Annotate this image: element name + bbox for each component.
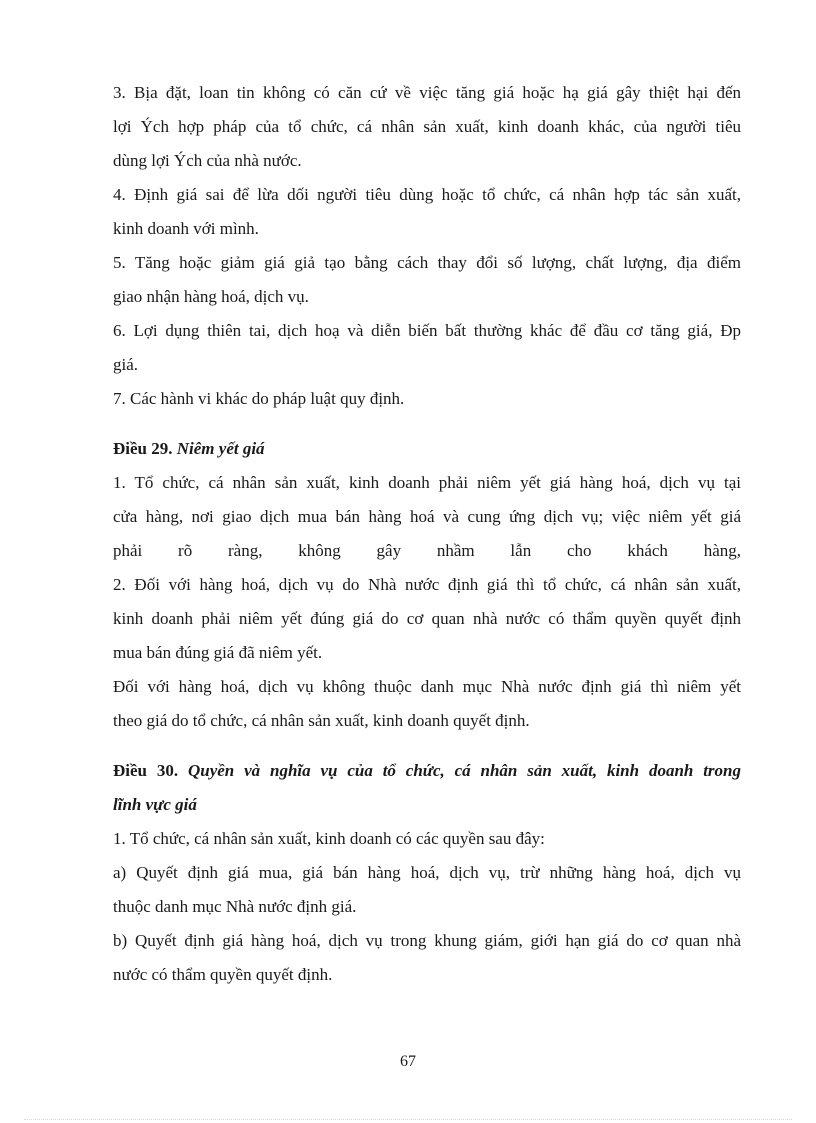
paragraph [113, 856, 741, 924]
page-edge-divider [24, 1119, 792, 1120]
text-line: lợi Ých hợp pháp của tổ chức, cá nhân sản xuất, kinh doanh khác, của người tiêu [113, 117, 741, 136]
list-item [113, 76, 741, 178]
text-line: mua bán đúng giá đã niêm yết. [113, 643, 323, 662]
text-line: 2. Đối với hàng hoá, dịch vụ do Nhà nước định giá thì tổ chức, cá nhân sản xuất, [113, 575, 741, 594]
text-line: giao nhận hàng hoá, dịch vụ. [113, 287, 309, 306]
text-line: giá. [113, 355, 139, 374]
text-line: 1. Tổ chức, cá nhân sản xuất, kinh doanh phải niêm yết giá hàng hoá, dịch vụ tại [113, 473, 741, 492]
section-gap [113, 738, 741, 754]
list-item [113, 314, 741, 382]
list-item [113, 246, 741, 314]
text-line: b) Quyết định giá hàng hoá, dịch vụ trong khung giám, giới hạn giá do cơ quan nhà [113, 931, 741, 950]
text-line: 7. Các hành vi khác do pháp luật quy định. [113, 389, 405, 408]
text-line: 5. Tăng hoặc giảm giá giả tạo bằng cách thay đổi số lượng, chất lượng, địa điểm [113, 253, 741, 272]
article-30 [113, 754, 741, 992]
text-line: thuộc danh mục Nhà nước định giá. [113, 897, 357, 916]
article-heading [113, 754, 741, 788]
text-line: nước có thẩm quyền quyết định. [113, 965, 333, 984]
article-29 [113, 432, 741, 738]
text-line: 1. Tổ chức, cá nhân sản xuất, kinh doanh có các quyền sau đây: [113, 829, 545, 848]
paragraph [113, 924, 741, 992]
paragraph [113, 466, 741, 568]
article-label: Điều 29. [113, 439, 173, 458]
text-line: phải rõ ràng, không gây nhầm lẫn cho khách hàng, [113, 541, 741, 560]
page-number: 67 [400, 1053, 416, 1070]
text-line: 3. Bịa đặt, loan tin không có căn cứ về việc tăng giá hoặc hạ giá gây thiệt hại đến [113, 83, 741, 102]
article-heading-continued [113, 788, 741, 822]
text-line: cửa hàng, nơi giao dịch mua bán hàng hoá và cung ứng dịch vụ; việc niêm yết giá [113, 507, 741, 526]
text-line: dùng lợi Ých của nhà nước. [113, 151, 302, 170]
article-title: lĩnh vực giá [113, 795, 197, 814]
article-heading [113, 432, 741, 466]
paragraph [113, 822, 741, 856]
list-item [113, 382, 741, 416]
section-gap [113, 416, 741, 432]
article-title: Niêm yết giá [176, 439, 265, 458]
list-item [113, 178, 741, 246]
paragraph [113, 568, 741, 670]
text-line: kinh doanh phải niêm yết đúng giá do cơ quan nhà nước có thẩm quyền quyết định [113, 609, 741, 628]
text-line: 4. Định giá sai để lừa dối người tiêu dùng hoặc tổ chức, cá nhân hợp tác sản xuất, [113, 185, 741, 204]
paragraph [113, 670, 741, 738]
text-line: Đối với hàng hoá, dịch vụ không thuộc danh mục Nhà nước định giá thì niêm yết [113, 677, 741, 696]
text-line: theo giá do tổ chức, cá nhân sản xuất, kinh doanh quyết định. [113, 711, 530, 730]
text-line: kinh doanh với mình. [113, 219, 259, 238]
document-page [113, 76, 741, 992]
text-line: 6. Lợi dụng thiên tai, dịch hoạ và diễn biến bất thường khác để đầu cơ tăng giá, Ðp [113, 321, 741, 340]
text-line: a) Quyết định giá mua, giá bán hàng hoá, dịch vụ, trừ những hàng hoá, dịch vụ [113, 863, 741, 882]
article-title: Quyền và nghĩa vụ của tổ chức, cá nhân sản xuất, kinh doanh trong [187, 761, 742, 780]
article-label: Điều 30. [113, 761, 179, 780]
